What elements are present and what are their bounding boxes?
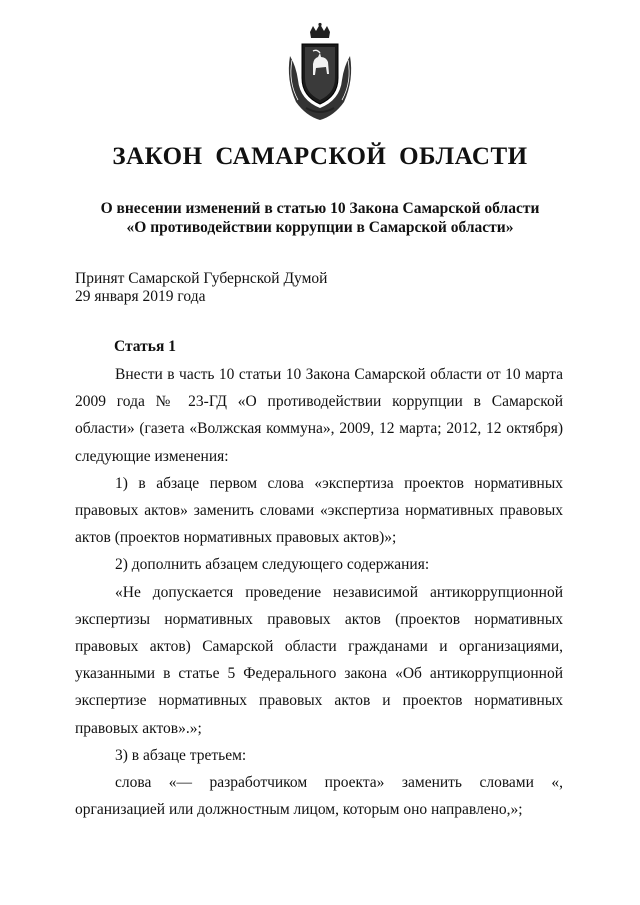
article-paragraph: 2) дополнить абзацем следующего содержания: <box>115 556 430 574</box>
article-paragraph: Внести в часть 10 статьи 10 Закона Самарской области от 10 марта 2009 года № 23-ГД «О противодействии коррупции в Самарской области» (газета «Волжская коммуна», 2009, 12 марта; 2012, 12 октября) следующие изменения: <box>75 366 563 465</box>
article-paragraph: 1) в абзаце первом слова «экспертиза проектов нормативных правовых актов» заменить словами «экспертиза нормативных правовых актов (проектов нормативных правовых актов)»; <box>75 474 563 547</box>
law-title: ЗАКОН САМАРСКОЙ ОБЛАСТИ <box>112 143 528 170</box>
adoption-date: 29 января 2019 года <box>75 288 206 305</box>
adoption-info <box>75 270 555 306</box>
article-body <box>75 361 563 823</box>
adopted-by: Принят Самарской Губернской Думой <box>75 270 328 287</box>
article-paragraph: «Не допускается проведение независимой антикоррупционной экспертизы нормативных правовых актов (проектов нормативных правовых актов) Самарской области гражданами и организациями, указанными в статье 5 Федерального закона «Об антикоррупционной экспертизе нормативных правовых актов и проектов нормативных правовых актов».»; <box>75 583 563 737</box>
article-paragraph: слова «— разработчиком проекта» заменить словами «, организацией или должностным лицом, которым оно направлено,»; <box>75 774 563 819</box>
subtitle-line: О внесении изменений в статью 10 Закона Самарской области <box>100 200 540 217</box>
coat-of-arms-icon <box>282 22 358 122</box>
subtitle-line: «О противодействии коррупции в Самарской области» <box>126 219 514 236</box>
law-subtitle <box>60 199 580 237</box>
article-heading: Статья 1 <box>114 338 176 355</box>
article-paragraph: 3) в абзаце третьем: <box>115 746 247 764</box>
